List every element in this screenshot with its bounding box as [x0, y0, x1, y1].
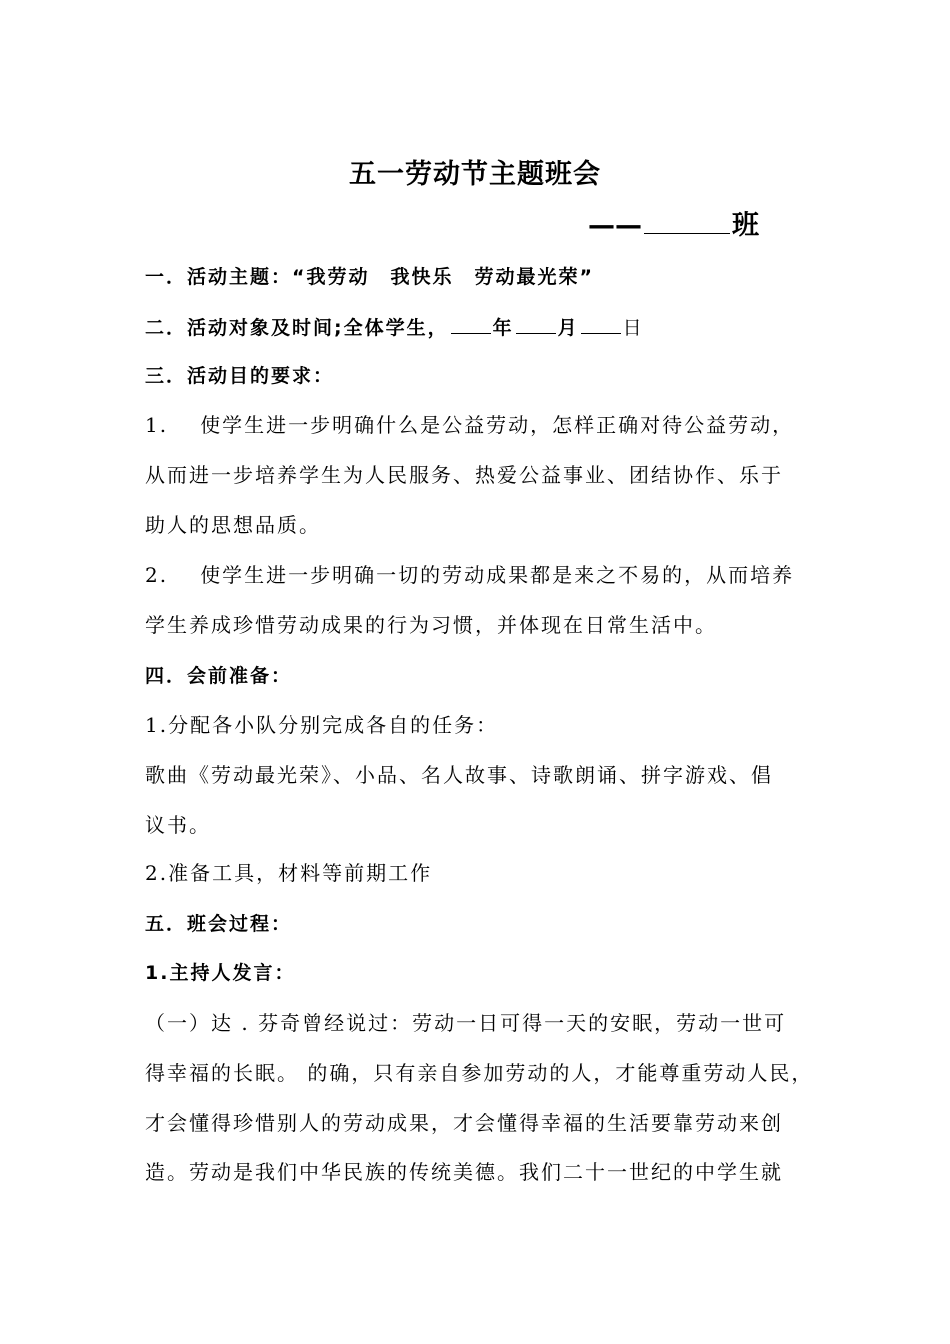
class-name-line	[588, 205, 759, 247]
page-title: 五一劳动节主题班会	[349, 159, 601, 190]
prep-1-line-2: 议书。	[145, 813, 211, 837]
section-process: 五．班会过程：	[145, 913, 293, 935]
section-participants-time	[145, 311, 644, 343]
speech-line-2: 得幸福的长眠。 的确，只有亲自参加劳动的人，才能尊重劳动人民，	[145, 1061, 814, 1085]
goal-2-line-1	[145, 560, 794, 590]
section-theme: 一．活动主题：“我劳动 我快乐 劳动最光荣”	[145, 266, 594, 288]
month-label: 月	[557, 317, 579, 339]
class-dash: ——	[588, 210, 642, 241]
goal-2-text: 使学生进一步明确一切的劳动成果都是来之不易的，从而培养	[200, 563, 795, 587]
prep-2: 2.准备工具，材料等前期工作	[145, 861, 433, 885]
day-label: 日	[622, 317, 644, 339]
speech-line-3: 才会懂得珍惜别人的劳动成果，才会懂得幸福的生活要靠劳动来创	[145, 1111, 783, 1135]
prep-1-line-1: 歌曲《劳动最光荣》、小品、名人故事、诗歌朗诵、拼字游戏、倡	[145, 763, 773, 787]
section-host-speech: 1.主持人发言：	[145, 962, 296, 984]
section-goals: 三．活动目的要求：	[145, 365, 335, 387]
speech-line-4: 造。劳动是我们中华民族的传统美德。我们二十一世纪的中学生就	[145, 1160, 783, 1184]
goal-2-number: 2.	[145, 563, 169, 587]
goal-1-line-1	[145, 410, 794, 440]
year-blank	[451, 311, 491, 334]
goal-1-line-3: 助人的思想品质。	[145, 513, 321, 537]
speech-line-1: （一）达 . 芬奇曾经说过：劳动一日可得一天的安眠，劳动一世可	[145, 1011, 787, 1035]
goal-2-line-2: 学生养成珍惜劳动成果的行为习惯，并体现在日常生活中。	[145, 613, 717, 637]
month-blank	[516, 311, 556, 334]
prep-1: 1.分配各小队分别完成各自的任务：	[145, 713, 499, 737]
goal-1-line-2: 从而进一步培养学生为人民服务、热爱公益事业、团结协作、乐于	[145, 463, 783, 487]
goal-1-number: 1.	[145, 413, 169, 437]
section-participants-label: 二．活动对象及时间;全体学生，	[145, 317, 449, 339]
day-blank	[581, 311, 621, 334]
class-blank	[644, 211, 730, 234]
section-preparation: 四．会前准备：	[145, 665, 293, 687]
year-label: 年	[492, 317, 514, 339]
goal-1-text: 使学生进一步明确什么是公益劳动，怎样正确对待公益劳动，	[200, 413, 795, 437]
class-suffix: 班	[732, 210, 759, 241]
